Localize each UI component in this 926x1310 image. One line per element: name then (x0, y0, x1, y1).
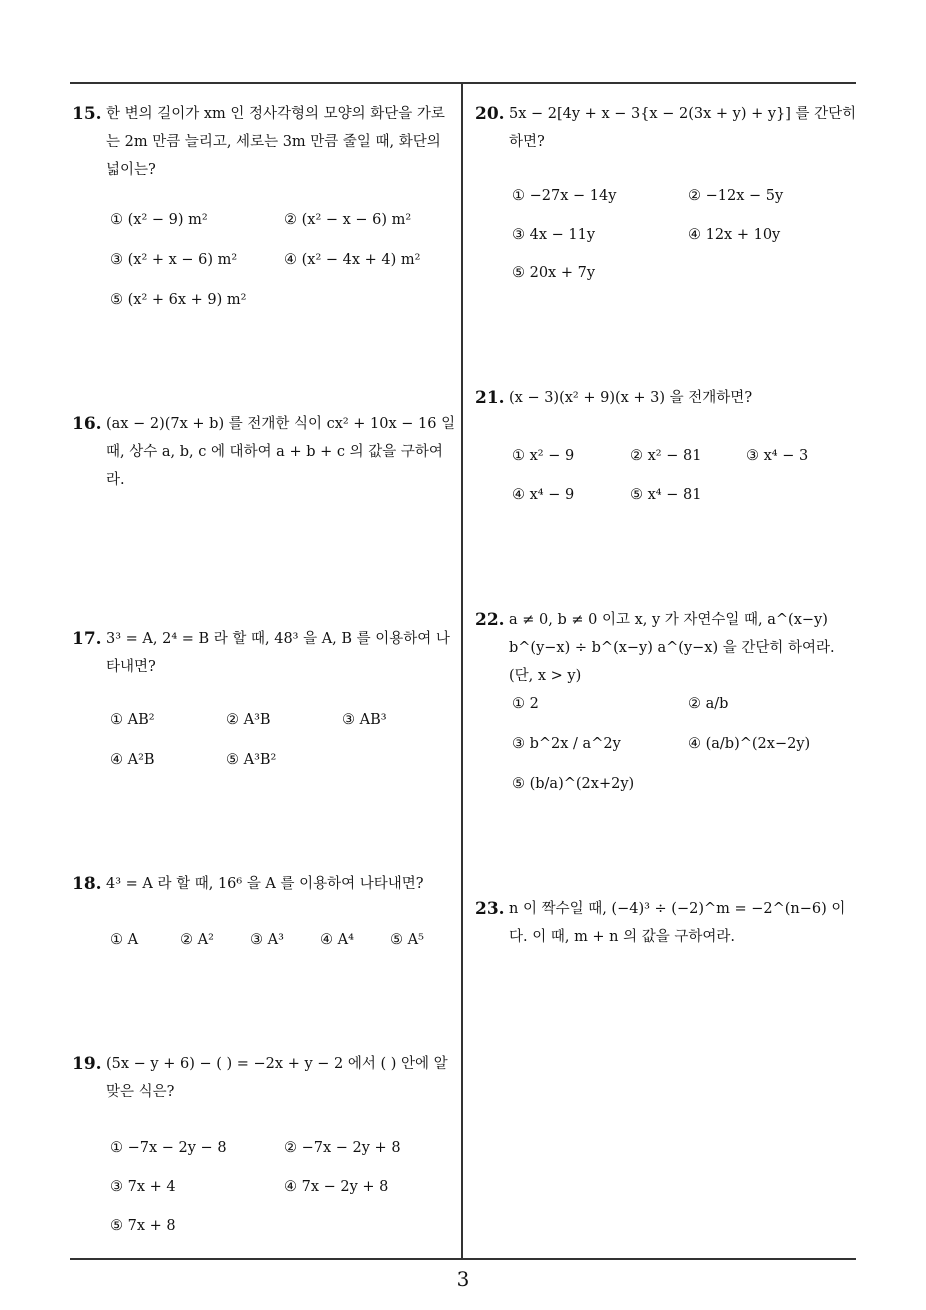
option-5[interactable]: ⑤ 20x + 7y (512, 265, 596, 281)
option-2[interactable]: ② −7x − 2y + 8 (284, 1140, 401, 1156)
option-3[interactable]: ③ AB³ (342, 712, 387, 728)
question-15 (72, 100, 456, 184)
option-4[interactable]: ④ A²B (110, 752, 155, 768)
option-3[interactable]: ③ 7x + 4 (110, 1179, 176, 1195)
question-number: 20. (475, 104, 505, 124)
option-1[interactable]: ① −27x − 14y (512, 188, 617, 204)
option-1[interactable]: ① −7x − 2y − 8 (110, 1140, 227, 1156)
option-4[interactable]: ④ x⁴ − 9 (512, 487, 575, 503)
option-4[interactable]: ④ A⁴ (320, 932, 354, 948)
option-5[interactable]: ⑤ x⁴ − 81 (630, 487, 702, 503)
question-stem: 5x − 2[4y + x − 3{x − 2(3x + y) + y}] 를 간단히 하면? (509, 106, 857, 150)
question-23 (475, 895, 860, 951)
question-stem: a ≠ 0, b ≠ 0 이고 x, y 가 자연수일 때, a^(x−y) b^(y−x) ÷ b^(x−y) a^(y−x) 을 간단히 하여라. (단, x > y) (509, 612, 835, 684)
question-17 (72, 625, 456, 681)
option-1[interactable]: ① AB² (110, 712, 155, 728)
question-stem: 4³ = A 라 할 때, 16⁶ 을 A 를 이용하여 나타내면? (106, 876, 424, 892)
question-16 (72, 410, 456, 494)
option-1[interactable]: ① x² − 9 (512, 448, 575, 464)
question-21 (475, 384, 860, 412)
question-stem: 3³ = A, 2⁴ = B 라 할 때, 48³ 을 A, B 를 이용하여 나타내면? (106, 631, 450, 675)
question-22 (475, 606, 860, 690)
option-2[interactable]: ② a/b (688, 696, 729, 712)
option-2[interactable]: ② −12x − 5y (688, 188, 784, 204)
option-4[interactable]: ④ (x² − 4x + 4) m² (284, 252, 421, 268)
option-5[interactable]: ⑤ (x² + 6x + 9) m² (110, 292, 247, 308)
page-number: 3 (456, 1267, 470, 1291)
question-19 (72, 1050, 456, 1106)
question-stem: (x − 3)(x² + 9)(x + 3) 을 전개하면? (509, 390, 753, 406)
question-stem: n 이 짝수일 때, (−4)³ ÷ (−2)^m = −2^(n−6) 이다. 이 때, m + n 의 값을 구하여라. (509, 901, 846, 945)
option-2[interactable]: ② x² − 81 (630, 448, 702, 464)
question-18 (72, 870, 456, 898)
option-3[interactable]: ③ (x² + x − 6) m² (110, 252, 238, 268)
option-3[interactable]: ③ A³ (250, 932, 284, 948)
option-5[interactable]: ⑤ A⁵ (390, 932, 424, 948)
question-number: 18. (72, 874, 102, 894)
option-5[interactable]: ⑤ (b/a)^(2x+2y) (512, 776, 635, 792)
option-5[interactable]: ⑤ 7x + 8 (110, 1218, 176, 1234)
option-3[interactable]: ③ x⁴ − 3 (746, 448, 809, 464)
option-4[interactable]: ④ 12x + 10y (688, 227, 781, 243)
option-2[interactable]: ② (x² − x − 6) m² (284, 212, 412, 228)
question-number: 17. (72, 629, 102, 649)
question-number: 22. (475, 610, 505, 630)
question-number: 23. (475, 899, 505, 919)
question-stem: 한 변의 길이가 xm 인 정사각형의 모양의 화단을 가로는 2m 만큼 늘리고, 세로는 3m 만큼 줄일 때, 화단의 넓이는? (106, 106, 445, 178)
option-2[interactable]: ② A² (180, 932, 214, 948)
top-rule (70, 82, 856, 84)
question-stem: (5x − y + 6) − ( ) = −2x + y − 2 에서 ( ) 안에 알맞은 식은? (106, 1056, 448, 1100)
option-2[interactable]: ② A³B (226, 712, 271, 728)
option-3[interactable]: ③ 4x − 11y (512, 227, 596, 243)
option-4[interactable]: ④ 7x − 2y + 8 (284, 1179, 389, 1195)
option-5[interactable]: ⑤ A³B² (226, 752, 277, 768)
column-divider (461, 82, 463, 1260)
question-stem: (ax − 2)(7x + b) 를 전개한 식이 cx² + 10x − 16 일 때, 상수 a, b, c 에 대하여 a + b + c 의 값을 구하여라. (106, 416, 456, 488)
question-20 (475, 100, 860, 156)
option-3[interactable]: ③ b^2x / a^2y (512, 736, 621, 752)
question-number: 15. (72, 104, 102, 124)
option-1[interactable]: ① 2 (512, 696, 539, 712)
question-number: 19. (72, 1054, 102, 1074)
question-number: 16. (72, 414, 102, 434)
bottom-rule (70, 1258, 856, 1260)
option-4[interactable]: ④ (a/b)^(2x−2y) (688, 736, 811, 752)
option-1[interactable]: ① (x² − 9) m² (110, 212, 208, 228)
question-number: 21. (475, 388, 505, 408)
option-1[interactable]: ① A (110, 932, 139, 948)
